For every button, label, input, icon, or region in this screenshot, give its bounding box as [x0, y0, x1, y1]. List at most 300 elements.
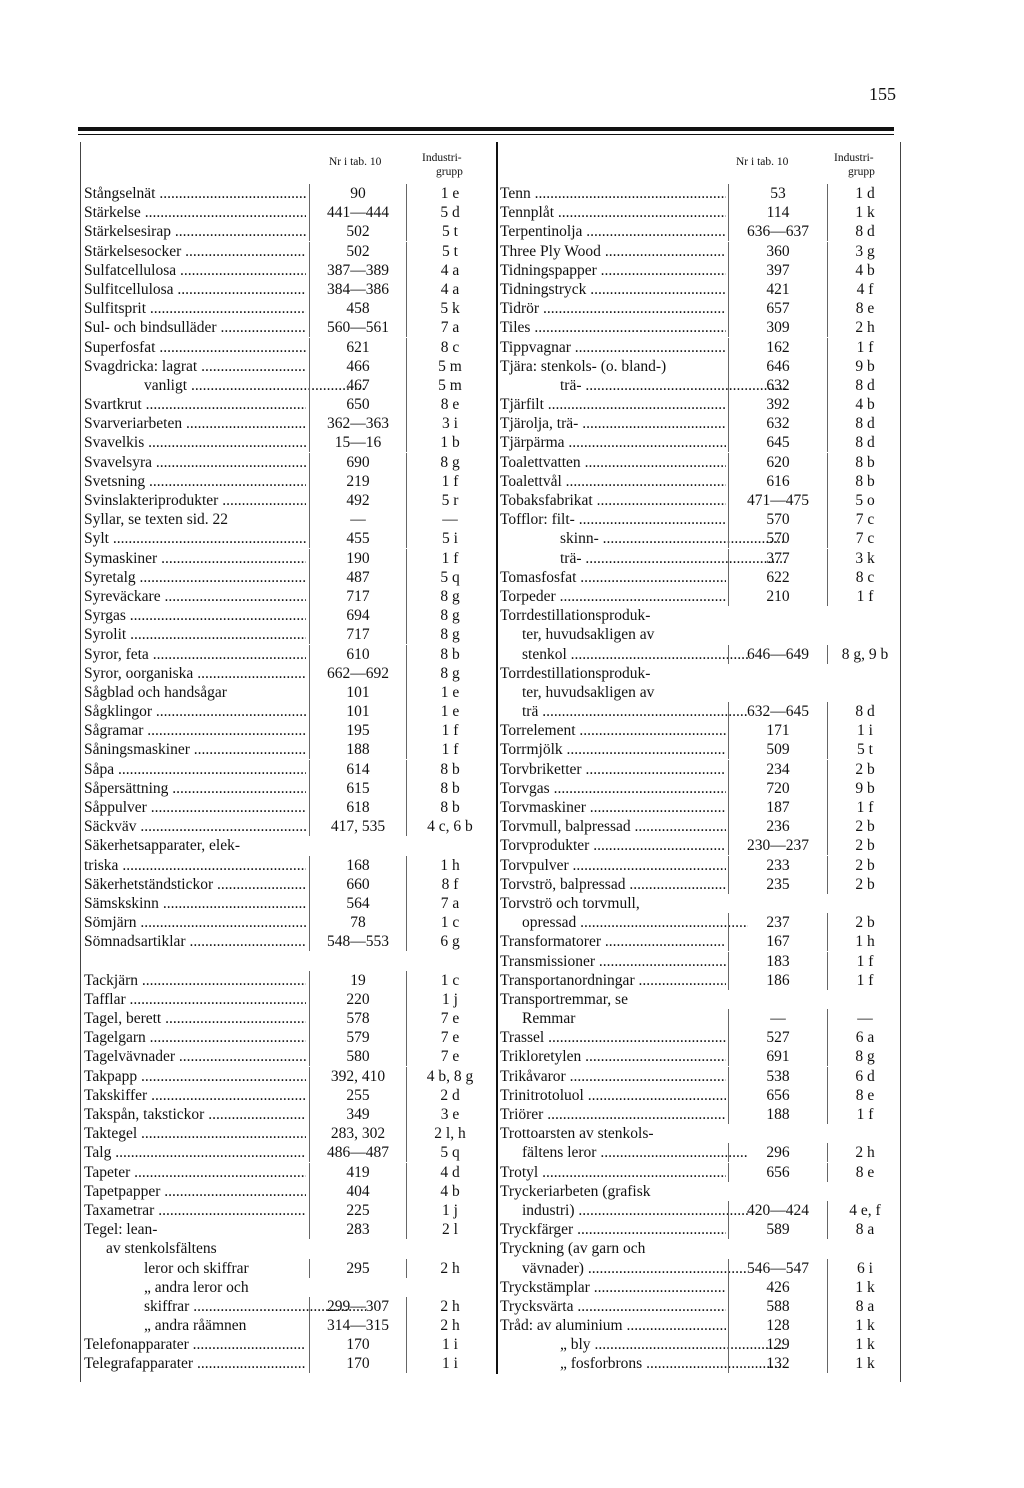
entry-table-number: 349: [309, 1105, 407, 1124]
entry-industry-group: 7 e: [440, 1048, 460, 1066]
entry-name: Sylt .....: [84, 529, 306, 548]
entry-name: Taktegel .....: [84, 1124, 306, 1143]
entry-table-number: 419: [309, 1163, 407, 1182]
entry-table-number: 455: [309, 529, 407, 548]
entry-name: industri) .....: [500, 1201, 748, 1220]
grupp-header-line2: grupp: [848, 166, 875, 178]
entry-industry-group: 6 d: [855, 1067, 875, 1085]
table-row: [498, 645, 902, 664]
table-row: [84, 779, 490, 798]
entry-industry-group: 8 g: [440, 453, 460, 471]
entry-table-number: 720: [728, 779, 828, 798]
entry-name: „ andra råämnen: [144, 1317, 247, 1335]
entry-table-number: 187: [728, 798, 828, 817]
entry-industry-group: 8 g: [440, 664, 460, 682]
entry-table-number: 309: [728, 318, 828, 337]
table-row: [84, 549, 490, 568]
right-header: [498, 142, 902, 184]
entry-table-number: 458: [309, 299, 407, 318]
entry-table-number: 632: [728, 376, 828, 395]
table-row: [84, 357, 490, 376]
entry-name: Superfosfat .....: [84, 338, 306, 357]
table-row: [84, 1259, 490, 1278]
entry-industry-group: 1 e: [440, 185, 460, 202]
entry-table-number: 255: [309, 1086, 407, 1105]
entry-table-number: 283, 302: [309, 1124, 407, 1143]
entry-industry-group: 8 b: [440, 645, 460, 663]
entry-table-number: 296: [728, 1143, 828, 1162]
table-row: [498, 1335, 902, 1354]
entry-table-number: 466: [309, 357, 407, 376]
entry-table-number: 392: [728, 395, 828, 414]
top-rule-thin: [78, 134, 894, 135]
entry-industry-group: 8 g: [440, 587, 460, 605]
table-row: [498, 1009, 902, 1028]
entry-industry-group: 1 k: [855, 1336, 875, 1354]
entry-industry-group: 8 b: [855, 472, 875, 490]
entry-industry-group: 8 b: [440, 799, 460, 816]
entry-table-number: 717: [309, 625, 407, 644]
entry-industry-group: 4 c, 6 b: [427, 818, 473, 836]
entry-table-number: 210: [728, 587, 828, 606]
entry-name: Tagel, berett .....: [84, 1009, 306, 1028]
entry-name: leror och skiffrar: [144, 1259, 249, 1277]
entry-name: Three Ply Wood .....: [500, 242, 726, 261]
entry-table-number: —: [728, 1009, 828, 1028]
entry-industry-group: 8 g, 9 b: [841, 645, 889, 663]
table-row: [498, 779, 902, 798]
entry-name: fältens leror .....: [500, 1143, 748, 1162]
entry-table-number: 620: [728, 453, 828, 472]
entry-name: Sömnadsartiklar .....: [84, 932, 306, 951]
entry-table-number: —: [309, 510, 407, 529]
table-row: [84, 1086, 490, 1105]
entry-industry-group: 1 k: [855, 1355, 875, 1373]
entry-table-number: 588: [728, 1297, 828, 1316]
entry-industry-group: 1 d: [855, 185, 875, 202]
entry-industry-group: 2 d: [440, 1086, 460, 1104]
entry-industry-group: 1 f: [856, 1106, 874, 1123]
table-row: [84, 1239, 490, 1258]
entry-name: Takskiffer .....: [84, 1086, 306, 1105]
entry-table-number: 129: [728, 1335, 828, 1354]
entry-name: Transformatorer .....: [500, 932, 726, 951]
entry-industry-group: 2 h: [440, 1259, 460, 1277]
entry-industry-group: 2 b: [855, 760, 875, 778]
entry-table-number: 486—487: [309, 1143, 407, 1162]
table-row: [498, 856, 902, 875]
table-row: [84, 836, 490, 855]
table-row: [84, 1047, 490, 1066]
entry-table-number: 392, 410: [309, 1067, 407, 1086]
entry-industry-group: 3 k: [855, 549, 875, 567]
table-row: [84, 338, 490, 357]
entry-industry-group: 1 b: [440, 434, 460, 452]
entry-name: Tomasfosfat .....: [500, 568, 726, 587]
entry-table-number: 101: [309, 683, 407, 702]
entry-table-number: 283: [309, 1220, 407, 1239]
table-row: [84, 395, 490, 414]
page-number: 155: [869, 84, 896, 104]
entry-name: Torrelement .....: [500, 721, 726, 740]
entry-industry-group: 5 r: [441, 492, 459, 509]
table-row: [498, 971, 902, 990]
entry-industry-group: 8 a: [855, 1221, 875, 1239]
entry-industry-group: 1 e: [440, 683, 460, 701]
table-row: [84, 913, 490, 932]
table-row: [84, 414, 490, 433]
entry-table-number: 560—561: [309, 318, 407, 337]
entry-industry-group: 8 c: [440, 338, 460, 356]
entry-table-number: 610: [309, 645, 407, 664]
entry-table-number: 188: [728, 1105, 828, 1124]
top-rule: [78, 127, 894, 131]
entry-industry-group: 9 b: [855, 779, 875, 797]
entry-industry-group: 5 t: [442, 223, 458, 241]
entry-name: Stärkelse .....: [84, 203, 306, 222]
entry-name: Tidningstryck .....: [500, 280, 726, 299]
table-row: [84, 376, 490, 395]
entry-name: Säkerhetständstickor .....: [84, 875, 306, 894]
entry-name: Taxametrar .....: [84, 1201, 306, 1220]
table-row: [84, 1220, 490, 1239]
entry-industry-group: 7 c: [855, 530, 875, 548]
table-row: [498, 587, 902, 606]
entry-table-number: 564: [309, 894, 407, 913]
entry-table-number: 195: [309, 721, 407, 740]
entry-name: Tidningspapper .....: [500, 261, 726, 280]
entry-name: Transportremmar, se: [500, 990, 628, 1008]
entry-table-number: 170: [309, 1335, 407, 1354]
entry-name: trä .....: [500, 702, 748, 721]
table-row: [498, 683, 902, 702]
entry-industry-group: 4 f: [856, 280, 874, 298]
entry-name: Trinitrotoluol .....: [500, 1086, 726, 1105]
entry-name: Transmissioner .....: [500, 952, 726, 971]
entry-name: Torvbriketter .....: [500, 760, 726, 779]
entry-name: Stärkelsesocker .....: [84, 242, 306, 261]
table-row: [498, 261, 902, 280]
table-row: [498, 1220, 902, 1239]
grupp-header-line2: grupp: [436, 166, 463, 178]
table-row: [498, 721, 902, 740]
entry-name: Syror, feta .....: [84, 645, 306, 664]
entry-industry-group: 8 d: [855, 434, 875, 452]
entry-industry-group: 1 i: [857, 722, 873, 740]
table-row: [84, 1124, 490, 1143]
entry-table-number: 397: [728, 261, 828, 280]
entry-name: Tryckning (av garn och: [500, 1240, 646, 1258]
entry-name: vanligt .....: [84, 376, 366, 395]
entry-name: Tryckeriarbeten (grafisk: [500, 1182, 651, 1200]
entry-name: Svartkrut .....: [84, 395, 306, 414]
entry-name: Svarveriarbeten .....: [84, 414, 306, 433]
table-row: [498, 529, 902, 548]
table-row: [84, 587, 490, 606]
entry-table-number: 578: [309, 1009, 407, 1028]
entry-industry-group: 5 d: [440, 204, 460, 222]
entry-table-number: 660: [309, 875, 407, 894]
table-row: [498, 1163, 902, 1182]
left-header: [84, 142, 490, 184]
entry-name: Sämskskinn .....: [84, 894, 306, 913]
table-row: [498, 1086, 902, 1105]
entry-table-number: 235: [728, 875, 828, 894]
entry-table-number: 441—444: [309, 203, 407, 222]
entry-name: Trikloretylen .....: [500, 1047, 726, 1066]
left-border: [80, 142, 81, 1382]
table-row: [498, 491, 902, 510]
entry-name: Svetsning .....: [84, 472, 306, 491]
entry-name: Syror, oorganiska .....: [84, 664, 306, 683]
entry-industry-group: 3 i: [442, 415, 458, 433]
entry-table-number: 662—692: [309, 664, 407, 683]
table-row: [498, 1278, 902, 1297]
table-row: [498, 395, 902, 414]
entry-name: Transportanordningar .....: [500, 971, 726, 990]
entry-industry-group: 1 e: [440, 703, 460, 721]
entry-table-number: 618: [309, 798, 407, 817]
entry-name: Trottoarsten av stenkols-: [500, 1125, 654, 1143]
entry-industry-group: 1 h: [855, 933, 875, 951]
entry-table-number: 220: [309, 990, 407, 1009]
table-row: [498, 1354, 902, 1373]
table-row: [84, 1105, 490, 1124]
table-row: [84, 1009, 490, 1028]
entry-name: Torvpulver .....: [500, 856, 726, 875]
entry-table-number: 225: [309, 1201, 407, 1220]
entry-industry-group: 8 d: [855, 415, 875, 433]
entry-name: Tjärpärma .....: [500, 433, 726, 452]
nr-header: Nr i tab. 10: [329, 156, 382, 168]
table-row: [498, 740, 902, 759]
entry-industry-group: 1 k: [855, 1317, 875, 1335]
table-row: [84, 1143, 490, 1162]
entry-table-number: 632—645: [728, 702, 828, 721]
entry-table-number: 190: [309, 549, 407, 568]
entry-table-number: 615: [309, 779, 407, 798]
entry-industry-group: 8 b: [440, 779, 460, 797]
entry-table-number: 15—16: [309, 433, 407, 452]
entry-name: „ fosforbrons .....: [500, 1354, 786, 1373]
entry-name: Tackjärn .....: [84, 971, 306, 990]
table-row: [84, 990, 490, 1009]
table-row: [498, 952, 902, 971]
entry-table-number: 132: [728, 1354, 828, 1373]
entry-name: Stångselnät .....: [84, 184, 306, 203]
entry-industry-group: 2 h: [855, 319, 875, 337]
table-row: [84, 645, 490, 664]
entry-industry-group: 5 q: [440, 568, 460, 586]
table-row: [84, 1316, 490, 1335]
entry-name: Syretalg .....: [84, 568, 306, 587]
entry-name: Tagelvävnader .....: [84, 1047, 306, 1066]
table-row: [84, 1201, 490, 1220]
entry-industry-group: 1 h: [440, 856, 460, 874]
entry-industry-group: —: [857, 1010, 873, 1028]
table-row: [498, 242, 902, 261]
table-row: [84, 1335, 490, 1354]
table-row: [84, 299, 490, 318]
entry-industry-group: 6 g: [440, 933, 460, 951]
entry-industry-group: 8 f: [441, 875, 459, 893]
entry-name: Såppulver .....: [84, 798, 306, 817]
entry-name: Tobaksfabrikat .....: [500, 491, 726, 510]
entry-table-number: 171: [728, 721, 828, 740]
entry-name: Säkerhetsapparater, elek-: [84, 837, 241, 855]
entry-name: Torrmjölk .....: [500, 740, 726, 759]
entry-name: Syllar, se texten sid. 22: [84, 511, 229, 529]
table-row: [84, 318, 490, 337]
entry-industry-group: 1 f: [441, 549, 459, 567]
entry-table-number: 362—363: [309, 414, 407, 433]
table-row: [84, 1067, 490, 1086]
entry-name: Torvmull, balpressad .....: [500, 817, 726, 836]
entry-name: Trotyl .....: [500, 1163, 726, 1182]
table-row: [84, 529, 490, 548]
entry-name: Trycksvärta .....: [500, 1297, 726, 1316]
table-row: [498, 433, 902, 452]
entry-name: Torvprodukter .....: [500, 836, 726, 855]
entry-name: Sulfitsprit .....: [84, 299, 306, 318]
table-row: [498, 1182, 902, 1201]
entry-table-number: 387—389: [309, 261, 407, 280]
entry-industry-group: 5 t: [442, 242, 458, 260]
entry-industry-group: 5 q: [440, 1144, 460, 1162]
table-row: [498, 798, 902, 817]
entry-industry-group: 8 g: [855, 1048, 875, 1066]
entry-table-number: 621: [309, 338, 407, 357]
entry-name: Telefonapparater .....: [84, 1335, 306, 1354]
entry-industry-group: 1 f: [441, 472, 459, 490]
entry-table-number: 360: [728, 242, 828, 261]
entry-industry-group: 8 a: [855, 1297, 875, 1315]
entry-table-number: 656: [728, 1163, 828, 1182]
entry-table-number: 237: [728, 913, 828, 932]
entry-industry-group: 2 l, h: [434, 1125, 466, 1143]
entry-industry-group: 2 h: [440, 1297, 460, 1315]
entry-name: Såningsmaskiner .....: [84, 740, 306, 759]
entry-name: Tryckfärger .....: [500, 1220, 726, 1239]
entry-name: Tippvagnar .....: [500, 338, 726, 357]
entry-name: Sågklingor .....: [84, 702, 306, 721]
entry-table-number: 589: [728, 1220, 828, 1239]
entry-name: Telegrafapparater .....: [84, 1354, 306, 1373]
entry-table-number: 616: [728, 472, 828, 491]
table-row: [84, 760, 490, 779]
entry-table-number: 404: [309, 1182, 407, 1201]
entry-industry-group: 7 e: [440, 1029, 460, 1047]
entry-table-number: 233: [728, 856, 828, 875]
entry-industry-group: 5 i: [442, 530, 458, 548]
entry-industry-group: 8 e: [855, 300, 875, 318]
entry-name: Tryckstämplar .....: [500, 1278, 726, 1297]
entry-name: Sågblad och handsågar: [84, 683, 227, 701]
entry-industry-group: 3 e: [440, 1106, 460, 1123]
entry-name: Säckväv .....: [84, 817, 306, 836]
entry-name: Syrolit .....: [84, 625, 306, 644]
entry-industry-group: 8 e: [855, 1086, 875, 1104]
table-row: [84, 606, 490, 625]
table-row: [84, 1278, 490, 1297]
entry-industry-group: 7 c: [855, 511, 875, 529]
entry-name: „ bly .....: [500, 1335, 786, 1354]
left-rows: [84, 184, 490, 1374]
entry-table-number: 295: [309, 1259, 407, 1278]
table-row: [498, 1047, 902, 1066]
entry-name: Tidrör .....: [500, 299, 726, 318]
entry-name: Talg .....: [84, 1143, 306, 1162]
entry-table-number: 548—553: [309, 932, 407, 951]
table-row: [498, 913, 902, 932]
entry-industry-group: 3 g: [855, 242, 875, 260]
table-row: [498, 338, 902, 357]
entry-name: Tjärolja, trä- .....: [500, 414, 726, 433]
entry-name: Såpersättning .....: [84, 779, 306, 798]
entry-industry-group: 2 b: [855, 818, 875, 836]
table-row: [498, 299, 902, 318]
entry-industry-group: 5 o: [855, 492, 875, 509]
entry-industry-group: 4 b: [855, 261, 875, 279]
entry-table-number: 580: [309, 1047, 407, 1066]
entry-name: triska .....: [84, 856, 306, 875]
entry-industry-group: 8 g: [440, 607, 460, 625]
table-row: [498, 414, 902, 433]
entry-table-number: 417, 535: [309, 817, 407, 836]
table-row: [84, 1354, 490, 1373]
table-row: [84, 625, 490, 644]
entry-industry-group: 8 g: [440, 626, 460, 644]
grupp-header-line1: Industri-: [834, 152, 874, 164]
entry-name: av stenkolsfältens: [106, 1240, 217, 1258]
entry-name: Syreväckare .....: [84, 587, 306, 606]
entry-industry-group: 6 a: [855, 1029, 875, 1047]
entry-industry-group: 2 b: [855, 914, 875, 932]
entry-name: trä- .....: [500, 376, 786, 395]
entry-name: stenkol .....: [500, 645, 748, 664]
entry-table-number: 646: [728, 357, 828, 376]
entry-table-number: 509: [728, 740, 828, 759]
table-row: [84, 1182, 490, 1201]
entry-table-number: 546—547: [728, 1259, 828, 1278]
table-row: [84, 702, 490, 721]
left-column: [84, 142, 490, 1374]
table-row: [498, 1067, 902, 1086]
entry-table-number: 384—386: [309, 280, 407, 299]
table-row: [84, 856, 490, 875]
table-row: [84, 894, 490, 913]
entry-name: Sul- och bindsulläder .....: [84, 318, 306, 337]
entry-industry-group: 2 b: [855, 856, 875, 874]
entry-industry-group: 2 l: [442, 1221, 458, 1239]
entry-table-number: 656: [728, 1086, 828, 1105]
entry-name: Takpapp .....: [84, 1067, 306, 1086]
entry-name: Symaskiner .....: [84, 549, 306, 568]
entry-table-number: 219: [309, 472, 407, 491]
entry-table-number: 467: [309, 376, 407, 395]
table-row: [84, 971, 490, 990]
entry-name: Tapetpapper .....: [84, 1182, 306, 1201]
entry-industry-group: 1 j: [442, 990, 458, 1008]
table-row: [498, 990, 902, 1009]
entry-industry-group: 2 b: [855, 837, 875, 855]
entry-name: Tennplåt .....: [500, 203, 726, 222]
entry-name: Svavelsyra .....: [84, 453, 306, 472]
entry-table-number: 502: [309, 222, 407, 241]
entry-industry-group: 1 f: [441, 741, 459, 759]
table-row: [498, 1297, 902, 1316]
entry-name: Torrdestillationsproduk-: [500, 607, 651, 625]
